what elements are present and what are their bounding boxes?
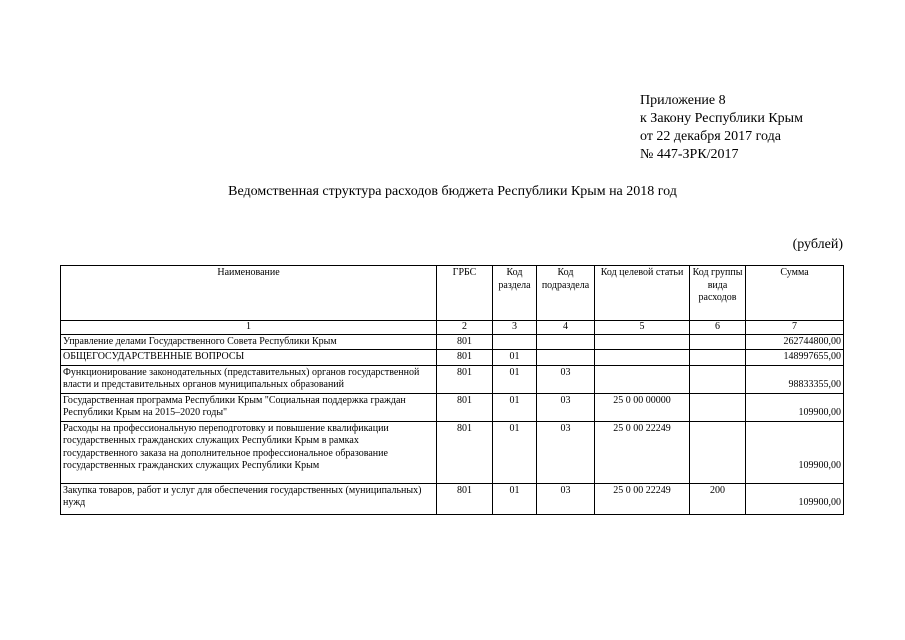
column-numbering-row xyxy=(61,321,844,335)
header-grbs: ГРБС xyxy=(437,266,493,321)
header-amount: Сумма xyxy=(746,266,844,321)
row-grbs: 801 xyxy=(437,334,493,350)
row-section: 01 xyxy=(493,483,537,514)
appendix-line: от 22 декабря 2017 года xyxy=(640,129,781,144)
row-amount: 148997655,00 xyxy=(746,350,844,366)
row-subsection xyxy=(537,334,595,350)
column-number: 3 xyxy=(493,321,537,335)
row-name: Функционирование законодательных (представительных) органов государственной власти и представительных органов муниципальных образований xyxy=(61,365,437,393)
row-target: 25 0 00 00000 xyxy=(595,393,690,421)
row-subsection: 03 xyxy=(537,483,595,514)
column-number: 4 xyxy=(537,321,595,335)
header-subsection: Код подраздела xyxy=(537,266,595,321)
row-section: 01 xyxy=(493,421,537,483)
row-name: Управление делами Государственного Совета Республики Крым xyxy=(61,334,437,350)
row-grbs: 801 xyxy=(437,365,493,393)
row-target xyxy=(595,350,690,366)
row-subsection xyxy=(537,350,595,366)
row-target: 25 0 00 22249 xyxy=(595,483,690,514)
row-target xyxy=(595,334,690,350)
currency-unit: (рублей) xyxy=(792,237,843,252)
header-name: Наименование xyxy=(61,266,437,321)
appendix-line: Приложение 8 xyxy=(640,93,726,108)
appendix-block xyxy=(640,92,803,164)
appendix-line: к Закону Республики Крым xyxy=(640,111,803,126)
table-row xyxy=(61,393,844,421)
row-name: Государственная программа Республики Крым "Социальная поддержка граждан Республики Крым на 2015–2020 годы" xyxy=(61,393,437,421)
row-name: Расходы на профессиональную переподготовку и повышение квалификации государственных гражданских служащих Республики Крым в рамках государственного заказа на дополнительное профессиональное образование государственных гражданских служащих Республики Крым xyxy=(61,421,437,483)
row-name: ОБЩЕГОСУДАРСТВЕННЫЕ ВОПРОСЫ xyxy=(61,350,437,366)
row-group xyxy=(690,393,746,421)
table-row xyxy=(61,483,844,514)
header-section: Код раздела xyxy=(493,266,537,321)
row-section: 01 xyxy=(493,350,537,366)
row-amount: 98833355,00 xyxy=(746,365,844,393)
table-row xyxy=(61,334,844,350)
row-target: 25 0 00 22249 xyxy=(595,421,690,483)
row-group xyxy=(690,365,746,393)
table-row xyxy=(61,365,844,393)
table-header-row xyxy=(61,266,844,321)
budget-table xyxy=(60,265,844,515)
row-grbs: 801 xyxy=(437,350,493,366)
row-grbs: 801 xyxy=(437,393,493,421)
row-section xyxy=(493,334,537,350)
row-group: 200 xyxy=(690,483,746,514)
column-number: 1 xyxy=(61,321,437,335)
row-name: Закупка товаров, работ и услуг для обеспечения государственных (муниципальных) нужд xyxy=(61,483,437,514)
appendix-line: № 447-ЗРК/2017 xyxy=(640,147,739,162)
row-subsection: 03 xyxy=(537,421,595,483)
row-section: 01 xyxy=(493,365,537,393)
table-row xyxy=(61,350,844,366)
row-grbs: 801 xyxy=(437,483,493,514)
column-number: 2 xyxy=(437,321,493,335)
row-target xyxy=(595,365,690,393)
row-amount: 109900,00 xyxy=(746,483,844,514)
row-amount: 109900,00 xyxy=(746,421,844,483)
row-group xyxy=(690,350,746,366)
column-number: 6 xyxy=(690,321,746,335)
row-group xyxy=(690,334,746,350)
header-target: Код целевой статьи xyxy=(595,266,690,321)
row-group xyxy=(690,421,746,483)
row-subsection: 03 xyxy=(537,393,595,421)
row-subsection: 03 xyxy=(537,365,595,393)
column-number: 5 xyxy=(595,321,690,335)
row-amount: 262744800,00 xyxy=(746,334,844,350)
row-section: 01 xyxy=(493,393,537,421)
header-expense-group: Код группы вида расходов xyxy=(690,266,746,321)
row-grbs: 801 xyxy=(437,421,493,483)
column-number: 7 xyxy=(746,321,844,335)
table-row xyxy=(61,421,844,483)
document-title: Ведомственная структура расходов бюджета Республики Крым на 2018 год xyxy=(228,184,677,199)
row-amount: 109900,00 xyxy=(746,393,844,421)
